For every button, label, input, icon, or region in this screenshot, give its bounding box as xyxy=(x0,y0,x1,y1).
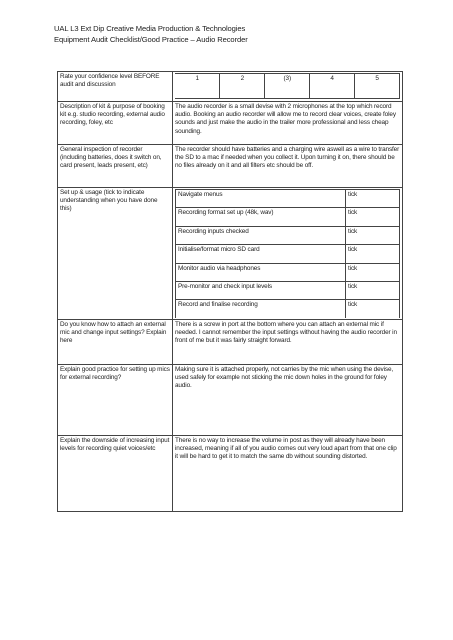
task-name: Recording inputs checked xyxy=(176,226,346,244)
good-practice-row xyxy=(58,364,403,435)
confidence-scale xyxy=(175,73,400,99)
confidence-scale-cell xyxy=(173,72,403,102)
task-tick[interactable]: tick xyxy=(346,281,400,299)
task-tick[interactable]: tick xyxy=(346,208,400,226)
confidence-label: Rate your confidence level BEFORE audit and discussion xyxy=(58,72,173,102)
task-name: Record and finalise recording xyxy=(176,300,346,318)
confidence-option-1[interactable]: 1 xyxy=(175,74,220,99)
confidence-option-5[interactable]: 5 xyxy=(355,74,400,99)
task-tick[interactable]: tick xyxy=(346,245,400,263)
setup-tasks-cell xyxy=(173,188,403,320)
good-practice-label: Explain good practice for setting up mics for external recording? xyxy=(58,364,173,435)
setup-row xyxy=(58,188,403,320)
document-header xyxy=(54,24,248,45)
task-row xyxy=(176,281,400,299)
course-title: UAL L3 Ext Dip Creative Media Production & Technologies xyxy=(54,24,246,33)
task-name: Initialise/format micro SD card xyxy=(176,245,346,263)
downside-row xyxy=(58,435,403,511)
external-mic-label: Do you know how to attach an external mic and change input settings? Explain here xyxy=(58,319,173,364)
inspection-label: General inspection of recorder (including batteries, does it switch on, card present, leads present, etc) xyxy=(58,145,173,188)
confidence-option-4[interactable]: 4 xyxy=(310,74,355,99)
task-tick[interactable]: tick xyxy=(346,190,400,208)
task-row xyxy=(176,263,400,281)
confidence-option-2[interactable]: 2 xyxy=(220,74,265,99)
setup-label: Set up & usage (tick to indicate understanding when you have done this) xyxy=(58,188,173,320)
task-row xyxy=(176,300,400,318)
task-name: Monitor audio via headphones xyxy=(176,263,346,281)
confidence-option-3[interactable]: (3) xyxy=(265,74,310,99)
description-label: Description of kit & purpose of booking kit e.g. studio recording, external audio recording, foley, etc xyxy=(58,102,173,145)
setup-task-list xyxy=(175,189,400,318)
task-row xyxy=(176,190,400,208)
task-tick[interactable]: tick xyxy=(346,263,400,281)
document-title: Equipment Audit Checklist/Good Practice – Audio Recorder xyxy=(54,34,248,44)
audit-checklist-table xyxy=(57,71,403,512)
task-name: Pre-monitor and check input levels xyxy=(176,281,346,299)
inspection-row xyxy=(58,145,403,188)
task-name: Recording format set up (48k, wav) xyxy=(176,208,346,226)
description-answer[interactable]: The audio recorder is a small devise with 2 microphones at the top which record audio. Booking an audio recorder will allow me to record clear voices, create foley sounds and just make the audio in the trailer more professional and less cheap sounding. xyxy=(173,102,403,145)
task-tick[interactable]: tick xyxy=(346,300,400,318)
description-row xyxy=(58,102,403,145)
external-mic-answer[interactable]: There is a screw in port at the bottom where you can attach an external mic if needed. I cannot remember the input settings without having the audio recorder in front of me but it was fairly straight forward. xyxy=(173,319,403,364)
downside-answer[interactable]: There is no way to increase the volume in post as they will already have been increased, meaning if all of you audio comes out very loud apart from that one clip it will be hard to get it to match the same db without sounding distorted. xyxy=(173,435,403,511)
downside-label: Explain the downside of increasing input levels for recording quiet voices/etc xyxy=(58,435,173,511)
confidence-row xyxy=(58,72,403,102)
task-tick[interactable]: tick xyxy=(346,226,400,244)
external-mic-row xyxy=(58,319,403,364)
task-row xyxy=(176,226,400,244)
task-row xyxy=(176,245,400,263)
inspection-answer[interactable]: The recorder should have batteries and a charging wire aswell as a wire to transfer the SD to a mac if needed when you collect it. Upon turning it on, there should be no files already on it and all filters etc should be off. xyxy=(173,145,403,188)
good-practice-answer[interactable]: Making sure it is attached properly, not carries by the mic when using the devise, used safely for example not sticking the mic down holes in the ground for foley audio. xyxy=(173,364,403,435)
task-name: Navigate menus xyxy=(176,190,346,208)
task-row xyxy=(176,208,400,226)
